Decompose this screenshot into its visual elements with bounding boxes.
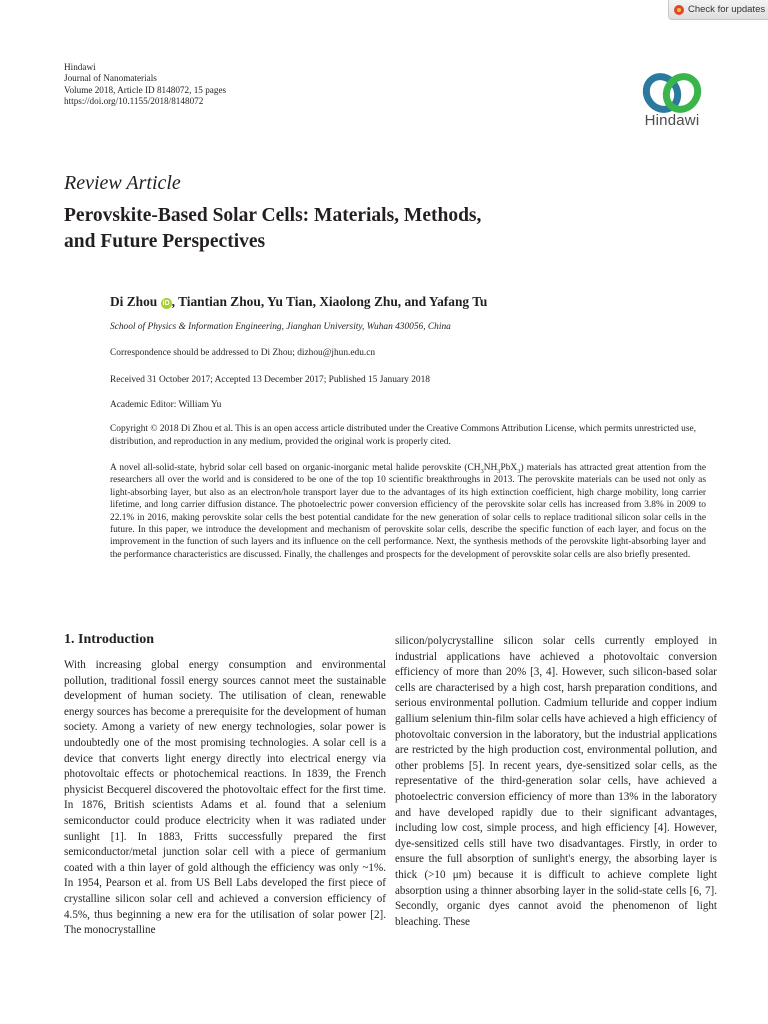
check-for-updates-label: Check for updates [688,4,766,15]
check-for-updates-button[interactable] [668,0,768,20]
academic-editor: Academic Editor: William Yu [110,400,222,410]
body-column-right: silicon/polycrystalline silicon solar cells currently employed in industrial applications have achieved a photovoltaic conversion efficiency of more than 20% [3, 4]. However, such silicon-based solar cells are characterised by a high cost, harsh preparation conditions, and serious environmental pollution. Cadmium telluride and copper indium gallium selenium thin-film solar cells have achieved a high efficiency of photovoltaic conversion in the laboratory, but the industrial applications are restricted by the high production cost, environmental pollution, and other problems [5]. In recent years, dye-sensitized solar cells, as the representative of the third-generation solar cells, have achieved a photoelectric conversion efficiency of more than 13% in the laboratory and have developed rapidly due to their significant advantages, including low cost, simple process, and high efficiency [4]. However, dye-sensitized cells still have two disadvantages. Firstly, in order to ensure the full absorption of sunlight's energy, the absorbing layer is thick (>10 μm) because it is difficult to achieve complete light absorption using a thinner absorbing layer in the solid-state cells [6, 7]. Secondly, organic dyes cannot avoid the phenomenon of light bleaching. These [395,635,717,928]
abstract-text-1: A novel all-solid-state, hybrid solar cell based on organic-inorganic metal halide perovskite (CH [110,463,481,473]
article-title [64,203,624,255]
section-heading-introduction: 1. Introduction [64,632,154,647]
update-check-icon [674,5,684,15]
abstract-text-3: PbX [500,463,518,473]
orcid-icon[interactable]: iD [162,300,170,307]
copyright-notice: Copyright © 2018 Di Zhou et al. This is an open access article distributed under the Creative Commons Attribution License, which permits unrestricted use, distribution, and reproduction in any medium, provided the original work is properly cited. [110,424,696,448]
journal-name: Journal of Nanomaterials [64,73,157,84]
correspondence: Correspondence should be addressed to Di Zhou; dizhou@jhun.edu.cn [110,348,376,358]
publication-dates: Received 31 October 2017; Accepted 13 December 2017; Published 15 January 2018 [110,375,430,385]
doi-link[interactable]: https://doi.org/10.1155/2018/8148072 [64,96,204,107]
affiliation: School of Physics & Information Engineering, Jianghan University, Wuhan 430056, China [110,322,451,332]
author-first[interactable]: Di Zhou [110,294,158,309]
volume-info: Volume 2018, Article ID 8148072, 15 pages [64,84,227,95]
article-title-line-1: Perovskite-Based Solar Cells: Materials, Methods, [64,205,482,226]
hindawi-logo-text: Hindawi [644,112,700,129]
body-column-left: With increasing global energy consumption and environmental pollution, traditional fossil energy sources cannot meet the sustainable development of human society. The utilisation of clean, renewable energy sources has become a prerequisite for the development of human society. Among a variety of new energy technologies, solar power is undoubtedly one of the most promising technologies. A solar cell is a device that converts light energy directly into electrical energy via photovoltaic effects or photochemical reactions. In 1839, the French physicist Becquerel discovered the photovoltaic effect for the first time. In 1876, British scientists Adams et al. found that a selenium semiconductor could produce electricity when it was radiated under sunlight [1]. In 1883, Fritts successfully prepared the first semiconductor/metal junction solar cell with a piece of germanium coated with a thin layer of gold although the efficiency was only ~1%. In 1954, Pearson et al. from US Bell Labs developed the first piece of crystalline silicon solar cell and achieved a conversion efficiency of 4.5%, thus beginning a new era for the utilisation of solar power [2]. The monocrystalline [64,659,386,937]
abstract-text-2: NH [483,463,498,473]
author-rest: , Tiantian Zhou, Yu Tian, Xiaolong Zhu, and Yafang Tu [171,294,488,309]
article-title-line-2: and Future Perspectives [64,231,266,252]
abstract-sub-2: 3 [497,467,501,475]
publisher-name: Hindawi [64,62,96,72]
article-type: Review Article [64,172,181,194]
author-list [110,294,487,310]
abstract-sub-3: 3 [517,467,521,475]
abstract-sub-1: 3 [480,467,484,475]
abstract [110,462,706,561]
journal-metadata [64,62,226,108]
abstract-text-4: ) materials has attracted great attention from the researchers all over the world and is considered to be one of the top 10 scientific breakthroughs in 2013. The perovskite materials can be used not only as light-absorbing layer, but also as an electron/hole transport layer due to the advantages of its high extinction coefficient, high charge mobility, long carrier lifetime, and long carrier diffusion distance. The photoelectric power conversion efficiency of the perovskite solar cells has increased from 3.8% in 2009 to 22.1% in 2016, making perovskite solar cells the best potential candidate for the new generation of solar cells to replace traditional silicon solar cells in the future. In this paper, we introduce the development and mechanism of perovskite solar cells, describe the specific function of each layer, and focus on the improvement in the function of such layers and its influence on the cell performance. Next, the synthesis methods of the perovskite light-absorbing layer and the performance characteristics are discussed. Finally, the challenges and prospects for the development of perovskite solar cells are also briefly presented. [110,463,706,560]
